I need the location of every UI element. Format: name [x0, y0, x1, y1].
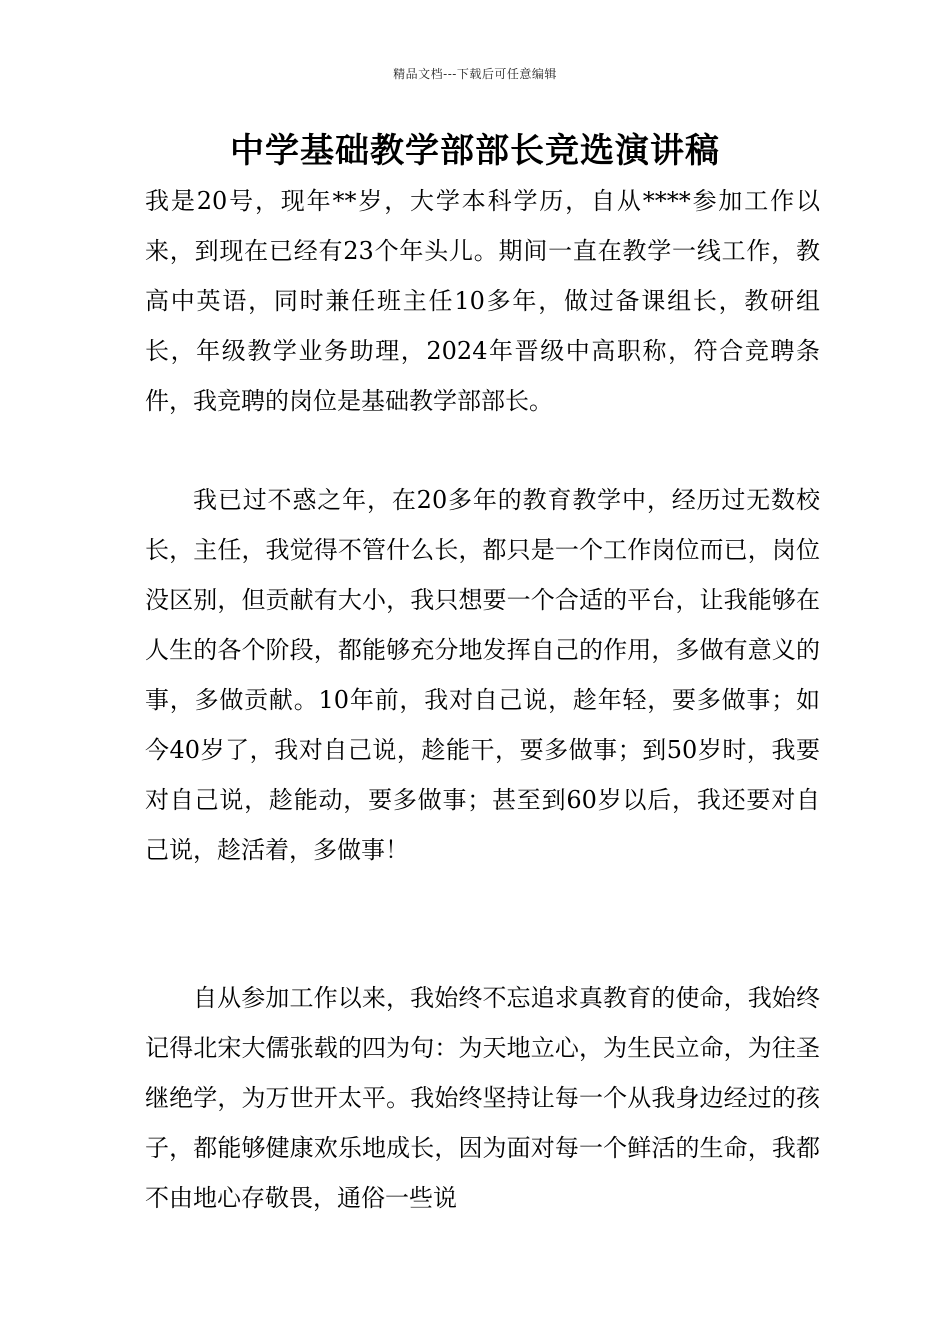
paragraph-2: 我已过不惑之年，在20多年的教育教学中，经历过无数校长，主任，我觉得不管什么长，都只是一个工作岗位而已，岗位没区别，但贡献有大小，我只想要一个合适的平台，让我能够在人生的各个阶段，都能够充分地发挥自己的作用，多做有意义的事，多做贡献。10年前，我对自己说，趁年轻，要多做事；如今40岁了，我对自己说，趁能干，要多做事；到50岁时，我要对自己说，趁能动，要多做事；甚至到60岁以后，我还要对自己说，趁活着，多做事！ — [145, 486, 820, 864]
paragraph-3: 自从参加工作以来，我始终不忘追求真教育的使命，我始终记得北宋大儒张载的四为句：为天地立心，为生民立命，为往圣继绝学，为万世开太平。我始终坚持让每一个从我身边经过的孩子，都能够健康欢乐地成长，因为面对每一个鲜活的生命，我都不由地心存敬畏，通俗一些说 — [145, 984, 820, 1212]
paragraph-1: 我是20号，现年**岁，大学本科学历，自从****参加工作以来，到现在已经有23个年头儿。期间一直在教学一线工作，教高中英语，同时兼任班主任10多年，做过备课组长，教研组长，年级教学业务助理，2024年晋级中高职称，符合竞聘条件，我竞聘的岗位是基础教学部部长。 — [145, 187, 820, 415]
document-title: 中学基础教学部部长竞选演讲稿 — [230, 131, 720, 171]
header-note: 精品文档---下载后可任意编辑 — [393, 67, 557, 81]
